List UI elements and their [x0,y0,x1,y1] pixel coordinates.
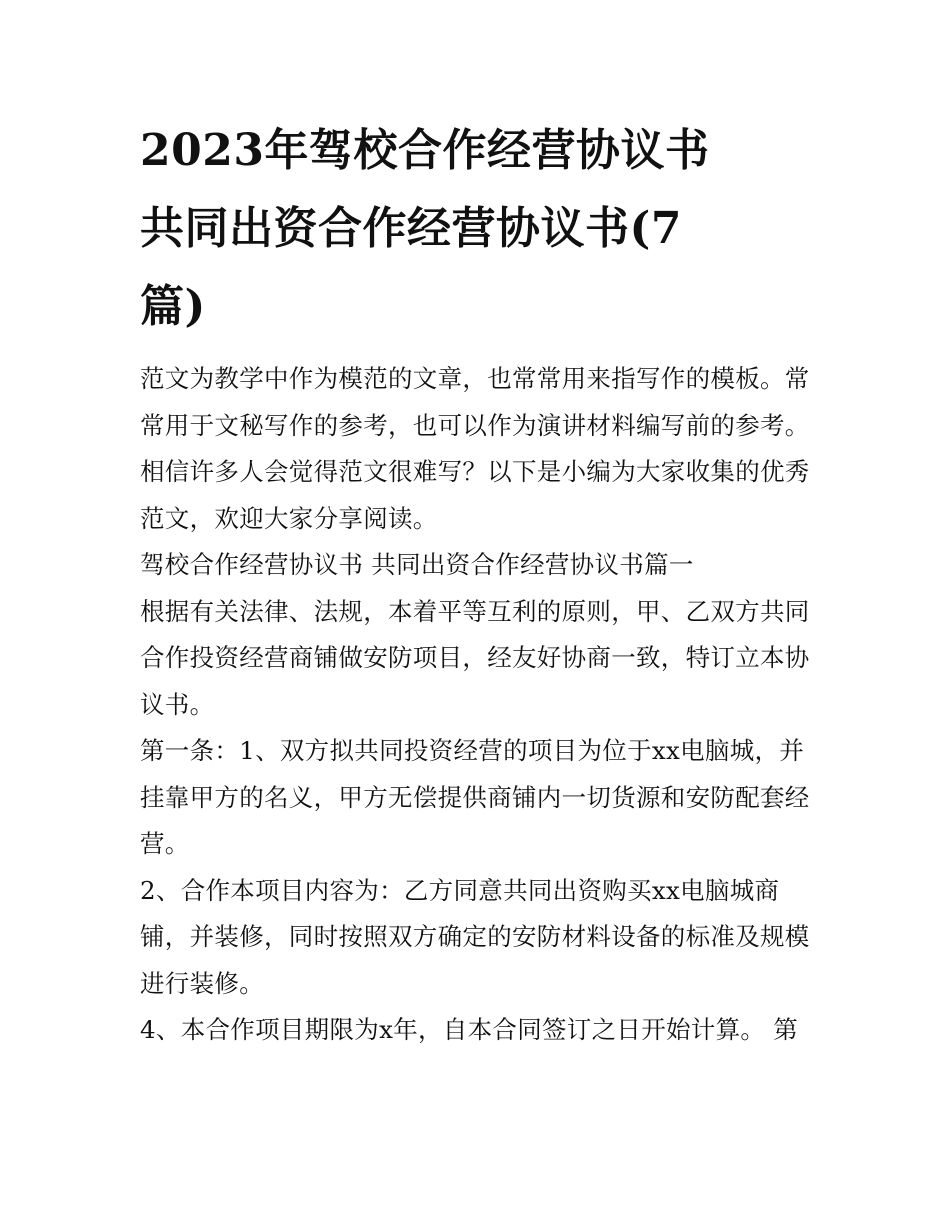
text-line: 进行装修。 [140,968,264,998]
text-line: 范文，欢迎大家分享阅读。 [140,503,438,533]
text-line: 第一条：1、双方拟共同投资经营的项目为位于xx电脑城，并 [140,736,805,765]
title-line: 篇) [140,281,206,332]
text-line: 常用于文秘写作的参考，也可以作为演讲材料编写前的参考。 [140,410,810,440]
document-page [140,112,820,1054]
text-line: 营。 [140,829,190,858]
document-body [140,356,820,1054]
text-line: 合作投资经营商铺做安防项目，经友好协商一致，特订立本协 [140,643,810,672]
text-line: 挂靠甲方的名义，甲方无偿提供商铺内一切货源和安防配套经 [140,782,810,812]
text-line: 议书。 [140,689,215,719]
document-title [140,112,820,346]
text-line: 相信许多人会觉得范文很难写？以下是小编为大家收集的优秀 [140,457,810,486]
text-line: 范文为教学中作为模范的文章，也常常用来指写作的模板。常 [140,364,810,393]
title-line: 2023年驾校合作经营协议书 [140,125,710,176]
text-line: 根据有关法律、法规，本着平等互利的原则，甲、乙双方共同 [140,596,810,626]
section-heading: 驾校合作经营协议书 共同出资合作经营协议书篇一 [140,550,694,579]
title-line: 共同出资合作经营协议书(7 [140,203,682,254]
text-line: 4、本合作项目期限为x年，自本合同签订之日开始计算。 第 [140,1015,799,1044]
text-line: 铺，并装修，同时按照双方确定的安防材料设备的标准及规模 [140,922,810,951]
text-line: 2、合作本项目内容为：乙方同意共同出资购买xx电脑城商 [140,875,780,905]
